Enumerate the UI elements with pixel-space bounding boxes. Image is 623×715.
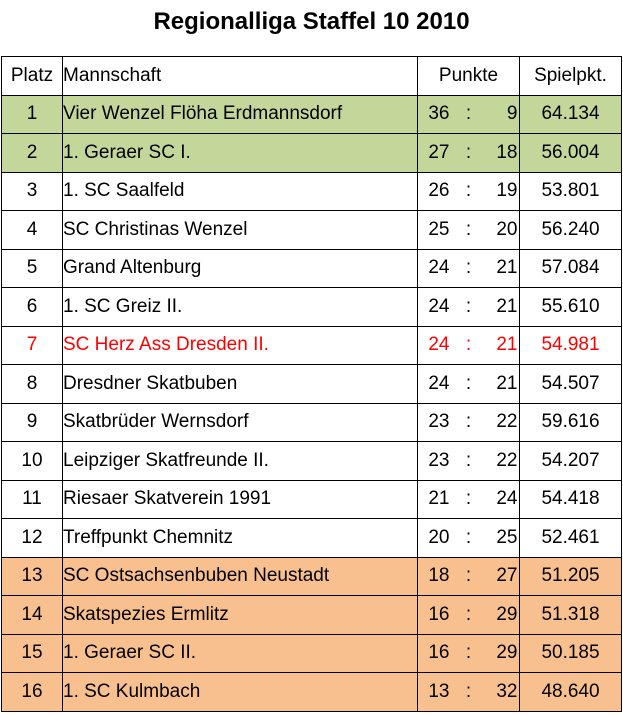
cell-platz: 10 [2,442,63,481]
cell-platz: 6 [2,288,63,327]
cell-spielpkt: 53.801 [520,172,622,211]
cell-punkte [418,634,520,673]
cell-platz: 2 [2,134,63,173]
cell-platz: 7 [2,326,63,365]
points-value [420,296,518,318]
table-row [2,134,622,173]
points-plus: 24 [428,372,450,394]
points-separator: : [465,372,472,394]
cell-platz: 5 [2,249,63,288]
cell-team: Treffpunkt Chemnitz [63,519,418,558]
cell-team: 1. Geraer SC II. [63,634,418,673]
points-separator: : [465,103,472,125]
points-plus: 16 [428,642,450,664]
points-plus: 21 [428,488,450,510]
points-value [420,142,518,164]
points-minus: 18 [496,141,518,163]
points-value [420,180,518,202]
cell-spielpkt: 64.134 [520,95,622,134]
points-plus: 13 [428,680,450,702]
points-separator: : [465,295,472,317]
points-separator: : [465,526,472,548]
table-row [2,326,622,365]
cell-spielpkt: 50.185 [520,634,622,673]
points-separator: : [465,449,472,471]
points-plus: 24 [428,257,450,279]
cell-spielpkt: 48.640 [520,673,622,712]
points-plus: 18 [428,565,450,587]
points-separator: : [465,565,472,587]
cell-spielpkt: 51.318 [520,596,622,635]
table-row [2,172,622,211]
cell-punkte [418,557,520,596]
cell-team: Skatbrüder Wernsdorf [63,403,418,442]
points-value [420,527,518,549]
table-row [2,557,622,596]
table-row [2,519,622,558]
points-plus: 27 [428,141,450,163]
cell-punkte [418,519,520,558]
points-minus: 22 [496,411,518,433]
cell-spielpkt: 59.616 [520,403,622,442]
cell-platz: 9 [2,403,63,442]
points-plus: 36 [428,103,450,125]
points-separator: : [465,411,472,433]
cell-team: SC Herz Ass Dresden II. [63,326,418,365]
cell-punkte [418,673,520,712]
points-separator: : [465,488,472,510]
cell-team: Leipziger Skatfreunde II. [63,442,418,481]
cell-punkte [418,288,520,327]
points-value [420,604,518,626]
table-row [2,403,622,442]
points-value [420,642,518,664]
cell-punkte [418,442,520,481]
cell-team: Skatspezies Ermlitz [63,596,418,635]
cell-platz: 16 [2,673,63,712]
points-value [420,488,518,510]
points-minus: 21 [496,334,518,356]
points-minus: 29 [496,642,518,664]
cell-punkte [418,172,520,211]
cell-punkte [418,134,520,173]
cell-platz: 15 [2,634,63,673]
cell-spielpkt: 56.240 [520,211,622,250]
cell-spielpkt: 54.507 [520,365,622,404]
points-separator: : [465,257,472,279]
cell-platz: 8 [2,365,63,404]
cell-spielpkt: 52.461 [520,519,622,558]
page-title: Regionalliga Staffel 10 2010 [153,8,470,35]
points-separator: : [465,141,472,163]
points-separator: : [465,603,472,625]
points-minus: 27 [496,565,518,587]
cell-spielpkt: 56.004 [520,134,622,173]
table-row [2,480,622,519]
cell-platz: 3 [2,172,63,211]
cell-team: SC Christinas Wenzel [63,211,418,250]
cell-spielpkt: 55.610 [520,288,622,327]
header-platz: Platz [2,57,63,96]
points-value [420,411,518,433]
cell-team: 1. SC Greiz II. [63,288,418,327]
cell-team: 1. Geraer SC I. [63,134,418,173]
points-minus: 22 [496,449,518,471]
cell-team: 1. SC Saalfeld [63,172,418,211]
points-separator: : [465,642,472,664]
table-row [2,634,622,673]
cell-spielpkt: 54.981 [520,326,622,365]
points-plus: 25 [428,218,450,240]
cell-platz: 11 [2,480,63,519]
points-minus: 24 [496,488,518,510]
points-value [420,103,518,125]
table-row [2,95,622,134]
cell-platz: 14 [2,596,63,635]
points-minus: 32 [496,680,518,702]
points-minus: 25 [496,526,518,548]
cell-team: Vier Wenzel Flöha Erdmannsdorf [63,95,418,134]
table-row [2,249,622,288]
points-plus: 16 [428,603,450,625]
points-value [420,681,518,703]
cell-punkte [418,596,520,635]
table-row [2,288,622,327]
cell-punkte [418,403,520,442]
cell-team: Dresdner Skatbuben [63,365,418,404]
header-punkte: Punkte [418,57,520,96]
cell-platz: 12 [2,519,63,558]
points-minus: 29 [496,603,518,625]
header-row [2,57,622,96]
cell-punkte [418,211,520,250]
cell-punkte [418,365,520,404]
header-team: Mannschaft [63,57,418,96]
cell-team: 1. SC Kulmbach [63,673,418,712]
cell-team: Riesaer Skatverein 1991 [63,480,418,519]
cell-punkte [418,249,520,288]
cell-spielpkt: 57.084 [520,249,622,288]
table-row [2,211,622,250]
points-value [420,373,518,395]
cell-spielpkt: 54.207 [520,442,622,481]
cell-punkte [418,480,520,519]
header-spielpkt: Spielpkt. [520,57,622,96]
points-separator: : [465,334,472,356]
table-row [2,442,622,481]
points-minus: 21 [496,295,518,317]
points-plus: 20 [428,526,450,548]
points-separator: : [465,218,472,240]
points-minus: 9 [506,103,518,125]
cell-team: SC Ostsachsenbuben Neustadt [63,557,418,596]
points-value [420,219,518,241]
cell-platz: 1 [2,95,63,134]
cell-team: Grand Altenburg [63,249,418,288]
table-row [2,673,622,712]
standings-table [1,56,622,712]
points-plus: 24 [428,334,450,356]
points-plus: 23 [428,411,450,433]
points-minus: 21 [496,257,518,279]
points-minus: 21 [496,372,518,394]
table-row [2,365,622,404]
points-plus: 26 [428,180,450,202]
points-separator: : [465,180,472,202]
cell-punkte [418,95,520,134]
points-minus: 20 [496,218,518,240]
cell-platz: 13 [2,557,63,596]
points-value [420,334,518,356]
cell-spielpkt: 54.418 [520,480,622,519]
points-value [420,450,518,472]
points-separator: : [465,680,472,702]
points-minus: 19 [496,180,518,202]
cell-punkte [418,326,520,365]
table-row [2,596,622,635]
points-plus: 23 [428,449,450,471]
table-body [2,95,622,711]
cell-spielpkt: 51.205 [520,557,622,596]
points-value [420,565,518,587]
points-value [420,257,518,279]
cell-platz: 4 [2,211,63,250]
points-plus: 24 [428,295,450,317]
